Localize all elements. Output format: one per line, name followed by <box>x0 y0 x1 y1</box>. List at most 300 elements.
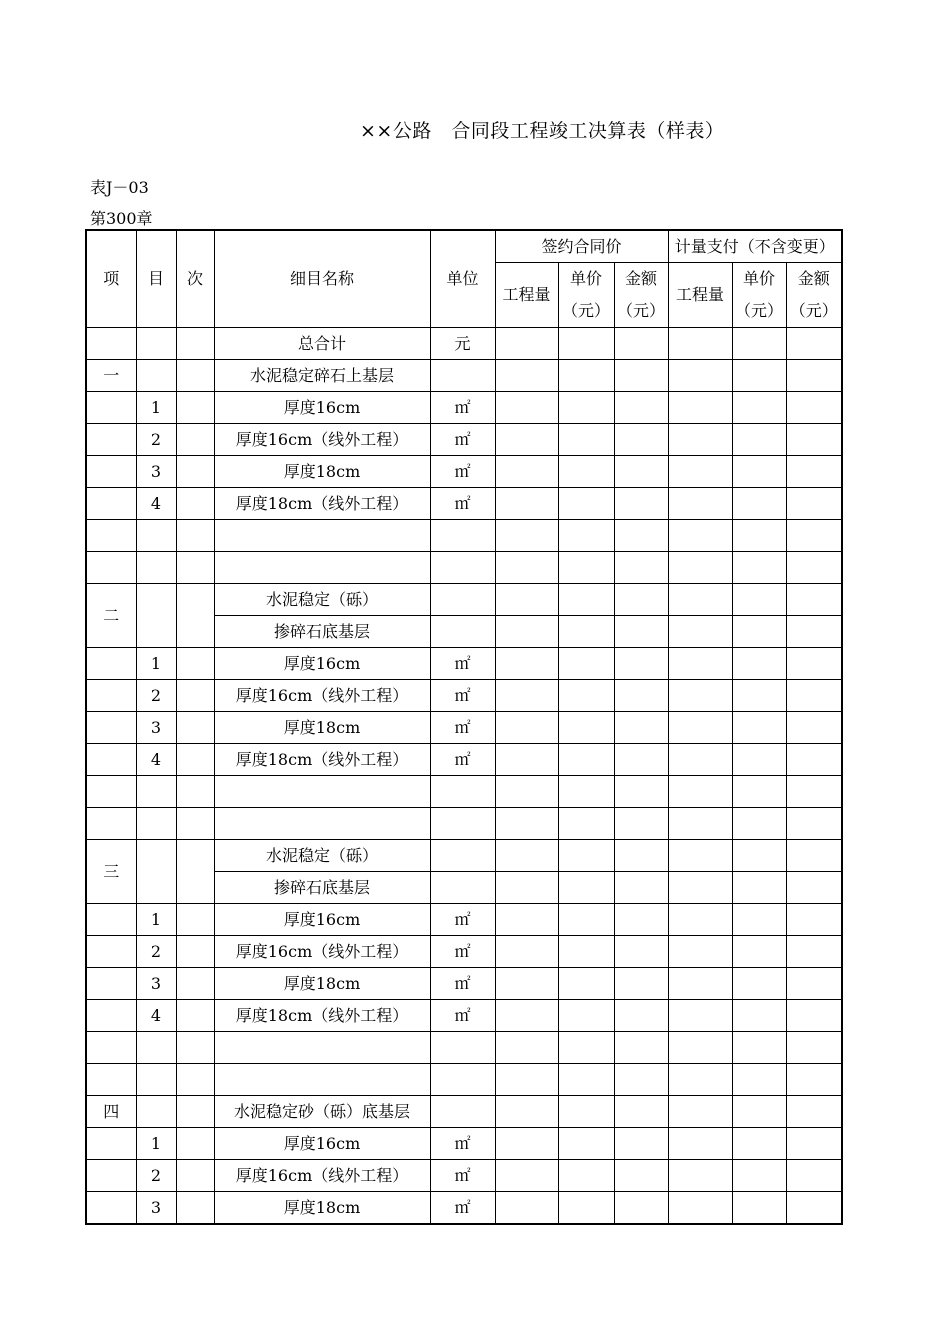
cell-unit: ㎡ <box>430 680 495 712</box>
cell-contract-quantity <box>495 584 558 648</box>
cell-name: 厚度16cm <box>214 392 430 424</box>
table-row <box>86 1064 842 1096</box>
cell-item <box>86 1128 136 1160</box>
cell-sub-item <box>136 1032 176 1064</box>
cell-payment-unit-price <box>732 1000 786 1032</box>
cell-contract-unit-price <box>558 552 614 584</box>
cell-sub-item <box>136 1064 176 1096</box>
cell-split <box>733 616 786 647</box>
cell-seq <box>176 776 214 808</box>
cell-unit: ㎡ <box>430 936 495 968</box>
cell-sub-item: 3 <box>136 712 176 744</box>
cell-unit: ㎡ <box>430 712 495 744</box>
cell-contract-unit-price <box>558 648 614 680</box>
cell-contract-unit-price <box>558 712 614 744</box>
cell-name: 厚度16cm <box>214 648 430 680</box>
cell-payment-unit-price <box>732 808 786 840</box>
cell-seq <box>176 1000 214 1032</box>
cell-payment-quantity <box>668 1160 732 1192</box>
header-sub-item: 目 <box>136 230 176 328</box>
cell-unit <box>430 1096 495 1128</box>
table-row <box>86 1192 842 1225</box>
cell-item <box>86 968 136 1000</box>
cell-contract-amount <box>614 840 668 904</box>
cell-contract-quantity <box>495 360 558 392</box>
cell-unit <box>430 520 495 552</box>
cell-unit: ㎡ <box>430 1192 495 1225</box>
cell-split <box>559 616 614 647</box>
cell-contract-quantity <box>495 936 558 968</box>
cell-contract-quantity <box>495 424 558 456</box>
cell-payment-unit-price <box>732 840 786 904</box>
cell-payment-amount <box>786 1064 842 1096</box>
cell-payment-quantity <box>668 712 732 744</box>
table-row <box>86 840 842 904</box>
cell-payment-quantity <box>668 1096 732 1128</box>
table-row <box>86 360 842 392</box>
cell-contract-amount <box>614 968 668 1000</box>
cell-contract-unit-price <box>558 584 614 648</box>
cell-split <box>669 584 732 616</box>
cell-contract-amount <box>614 328 668 360</box>
header-payment-unit-price <box>732 263 786 328</box>
cell-unit: ㎡ <box>430 424 495 456</box>
cell-name: 厚度16cm（线外工程） <box>214 680 430 712</box>
cell-unit <box>430 360 495 392</box>
cell-payment-amount <box>786 520 842 552</box>
cell-payment-amount <box>786 744 842 776</box>
cell-seq <box>176 520 214 552</box>
cell-unit: ㎡ <box>430 392 495 424</box>
table-row <box>86 520 842 552</box>
cell-split <box>496 872 558 903</box>
cell-contract-unit-price <box>558 904 614 936</box>
cell-item <box>86 936 136 968</box>
cell-item <box>86 904 136 936</box>
cell-contract-amount <box>614 488 668 520</box>
cell-contract-amount <box>614 392 668 424</box>
cell-seq <box>176 744 214 776</box>
cell-sub-item: 2 <box>136 680 176 712</box>
header-name: 细目名称 <box>214 230 430 328</box>
cell-payment-quantity <box>668 584 732 648</box>
cell-unit <box>430 840 495 904</box>
cell-seq <box>176 968 214 1000</box>
cell-payment-unit-price <box>732 424 786 456</box>
cell-sub-item <box>136 808 176 840</box>
cell-contract-unit-price <box>558 1000 614 1032</box>
cell-split <box>615 840 668 872</box>
cell-payment-quantity <box>668 1000 732 1032</box>
cell-payment-amount <box>786 1128 842 1160</box>
cell-payment-unit-price <box>732 968 786 1000</box>
cell-item <box>86 1000 136 1032</box>
cell-name: 厚度18cm（线外工程） <box>214 488 430 520</box>
cell-split <box>733 872 786 903</box>
cell-payment-unit-price <box>732 360 786 392</box>
header-contract-unit-price <box>558 263 614 328</box>
cell-payment-amount <box>786 1160 842 1192</box>
cell-seq <box>176 1192 214 1225</box>
cell-payment-unit-price <box>732 1096 786 1128</box>
table-row <box>86 1128 842 1160</box>
cell-contract-quantity <box>495 456 558 488</box>
table-row <box>86 1032 842 1064</box>
cell-name: 厚度16cm（线外工程） <box>214 424 430 456</box>
cell-unit <box>430 1064 495 1096</box>
cell-contract-quantity <box>495 712 558 744</box>
cell-contract-unit-price <box>558 1192 614 1225</box>
cell-contract-quantity <box>495 840 558 904</box>
cell-contract-amount <box>614 360 668 392</box>
cell-payment-quantity <box>668 424 732 456</box>
cell-sub-item <box>136 360 176 392</box>
table-row <box>86 1000 842 1032</box>
cell-name <box>214 1032 430 1064</box>
header-contract-quantity: 工程量 <box>495 263 558 328</box>
cell-item <box>86 648 136 680</box>
cell-sub-item <box>136 584 176 648</box>
cell-contract-quantity <box>495 808 558 840</box>
header-label: （元） <box>735 301 784 320</box>
cell-payment-quantity <box>668 1064 732 1096</box>
cell-split <box>496 840 558 872</box>
cell-payment-quantity <box>668 360 732 392</box>
cell-unit: ㎡ <box>430 456 495 488</box>
cell-contract-amount <box>614 1064 668 1096</box>
cell-contract-unit-price <box>558 424 614 456</box>
cell-seq <box>176 424 214 456</box>
cell-sub-item: 3 <box>136 456 176 488</box>
cell-payment-amount <box>786 648 842 680</box>
cell-unit: ㎡ <box>430 968 495 1000</box>
cell-contract-amount <box>614 680 668 712</box>
table-row <box>86 808 842 840</box>
cell-contract-unit-price <box>558 1032 614 1064</box>
cell-contract-quantity <box>495 904 558 936</box>
cell-payment-unit-price <box>732 712 786 744</box>
cell-contract-quantity <box>495 392 558 424</box>
cell-contract-amount <box>614 424 668 456</box>
cell-payment-unit-price <box>732 328 786 360</box>
cell-sub-item <box>136 520 176 552</box>
cell-payment-quantity <box>668 744 732 776</box>
cell-seq <box>176 1032 214 1064</box>
cell-name: 厚度16cm <box>214 1128 430 1160</box>
cell-item <box>86 680 136 712</box>
cell-sub-item: 2 <box>136 424 176 456</box>
cell-contract-quantity <box>495 968 558 1000</box>
table-row <box>86 904 842 936</box>
cell-contract-unit-price <box>558 488 614 520</box>
cell-payment-amount <box>786 328 842 360</box>
cell-seq <box>176 648 214 680</box>
cell-sub-item: 1 <box>136 648 176 680</box>
cell-item <box>86 392 136 424</box>
cell-unit: ㎡ <box>430 1128 495 1160</box>
cell-sub-item <box>136 328 176 360</box>
cell-payment-amount <box>786 840 842 904</box>
cell-contract-amount <box>614 1160 668 1192</box>
cell-contract-amount <box>614 520 668 552</box>
cell-split <box>496 616 558 647</box>
cell-split <box>496 584 558 616</box>
cell-sub-item: 3 <box>136 1192 176 1225</box>
cell-seq <box>176 680 214 712</box>
cell-contract-quantity <box>495 552 558 584</box>
cell-item: 三 <box>86 840 136 904</box>
header-label: 金额 <box>625 269 658 288</box>
table-row <box>86 648 842 680</box>
header-payment-amount <box>786 263 842 328</box>
cell-name: 厚度18cm <box>214 968 430 1000</box>
cell-contract-amount <box>614 1128 668 1160</box>
cell-seq <box>176 488 214 520</box>
cell-split <box>787 584 842 616</box>
cell-contract-unit-price <box>558 1064 614 1096</box>
cell-contract-unit-price <box>558 968 614 1000</box>
cell-payment-quantity <box>668 552 732 584</box>
cell-unit <box>430 808 495 840</box>
cell-contract-amount <box>614 1096 668 1128</box>
table-row <box>86 552 842 584</box>
cell-contract-quantity <box>495 520 558 552</box>
cell-item: 四 <box>86 1096 136 1128</box>
cell-name: 厚度16cm（线外工程） <box>214 1160 430 1192</box>
cell-contract-amount <box>614 744 668 776</box>
cell-payment-quantity <box>668 328 732 360</box>
cell-payment-unit-price <box>732 776 786 808</box>
cell-unit: ㎡ <box>430 488 495 520</box>
cell-sub-item <box>136 840 176 904</box>
cell-payment-quantity <box>668 392 732 424</box>
cell-seq <box>176 936 214 968</box>
table-row <box>86 936 842 968</box>
header-seq: 次 <box>176 230 214 328</box>
cell-split <box>669 872 732 903</box>
cell-item <box>86 712 136 744</box>
cell-payment-unit-price <box>732 936 786 968</box>
cell-name: 厚度18cm（线外工程） <box>214 744 430 776</box>
cell-contract-quantity <box>495 680 558 712</box>
cell-contract-unit-price <box>558 1128 614 1160</box>
cell-payment-quantity <box>668 936 732 968</box>
cell-payment-amount <box>786 1032 842 1064</box>
cell-payment-unit-price <box>732 1032 786 1064</box>
cell-seq <box>176 1064 214 1096</box>
cell-payment-amount <box>786 904 842 936</box>
table-row <box>86 424 842 456</box>
cell-payment-quantity <box>668 520 732 552</box>
cell-payment-quantity <box>668 1032 732 1064</box>
cell-split <box>559 872 614 903</box>
cell-payment-amount <box>786 776 842 808</box>
cell-contract-unit-price <box>558 1160 614 1192</box>
cell-payment-unit-price <box>732 1192 786 1225</box>
cell-contract-amount <box>614 1000 668 1032</box>
cell-seq <box>176 552 214 584</box>
cell-seq <box>176 392 214 424</box>
cell-contract-amount <box>614 552 668 584</box>
cell-contract-quantity <box>495 648 558 680</box>
cell-contract-amount <box>614 584 668 648</box>
cell-contract-amount <box>614 456 668 488</box>
cell-contract-unit-price <box>558 680 614 712</box>
cell-contract-unit-price <box>558 776 614 808</box>
cell-name: 厚度18cm <box>214 1192 430 1225</box>
table-row <box>86 328 842 360</box>
cell-item <box>86 776 136 808</box>
cell-item <box>86 328 136 360</box>
cell-split <box>615 584 668 616</box>
cell-contract-quantity <box>495 1032 558 1064</box>
cell-name-line: 水泥稳定（砾） <box>215 584 430 616</box>
cell-item <box>86 744 136 776</box>
table-code: 表J－03 <box>90 178 149 197</box>
cell-item <box>86 552 136 584</box>
cell-payment-amount <box>786 680 842 712</box>
cell-contract-quantity <box>495 1160 558 1192</box>
cell-contract-unit-price <box>558 808 614 840</box>
cell-name <box>214 520 430 552</box>
cell-payment-amount <box>786 1096 842 1128</box>
cell-payment-quantity <box>668 776 732 808</box>
cell-payment-quantity <box>668 1192 732 1225</box>
cell-contract-amount <box>614 808 668 840</box>
cell-split <box>431 840 495 872</box>
cell-contract-unit-price <box>558 520 614 552</box>
cell-payment-amount <box>786 392 842 424</box>
cell-item <box>86 1064 136 1096</box>
cell-payment-unit-price <box>732 488 786 520</box>
header-unit: 单位 <box>430 230 495 328</box>
cell-sub-item: 3 <box>136 968 176 1000</box>
cell-contract-unit-price <box>558 1096 614 1128</box>
cell-item <box>86 424 136 456</box>
cell-item <box>86 456 136 488</box>
cell-contract-quantity <box>495 1128 558 1160</box>
header-contract-amount <box>614 263 668 328</box>
cell-split <box>787 840 842 872</box>
cell-unit: ㎡ <box>430 1000 495 1032</box>
cell-payment-unit-price <box>732 680 786 712</box>
cell-payment-unit-price <box>732 552 786 584</box>
cell-contract-unit-price <box>558 456 614 488</box>
cell-name: 水泥稳定碎石上基层 <box>214 360 430 392</box>
cell-split <box>615 872 668 903</box>
cell-name: 水泥稳定砂（砾）底基层 <box>214 1096 430 1128</box>
cell-contract-amount <box>614 648 668 680</box>
cell-name-line: 水泥稳定（砾） <box>215 840 430 872</box>
cell-name: 总合计 <box>214 328 430 360</box>
cell-payment-quantity <box>668 680 732 712</box>
cell-item <box>86 520 136 552</box>
cell-payment-unit-price <box>732 1160 786 1192</box>
cell-item <box>86 1032 136 1064</box>
cell-contract-amount <box>614 776 668 808</box>
cell-split <box>559 584 614 616</box>
cell-contract-unit-price <box>558 744 614 776</box>
cell-seq <box>176 328 214 360</box>
cell-payment-unit-price <box>732 584 786 648</box>
cell-payment-amount <box>786 936 842 968</box>
header-item: 项 <box>86 230 136 328</box>
cell-name: 厚度18cm <box>214 712 430 744</box>
cell-split <box>669 840 732 872</box>
cell-payment-amount <box>786 424 842 456</box>
cell-sub-item <box>136 552 176 584</box>
cell-sub-item: 4 <box>136 488 176 520</box>
cell-contract-quantity <box>495 744 558 776</box>
cell-contract-unit-price <box>558 360 614 392</box>
table-row <box>86 776 842 808</box>
cell-payment-amount <box>786 968 842 1000</box>
cell-contract-amount <box>614 936 668 968</box>
cell-split <box>787 872 842 903</box>
header-payment-quantity: 工程量 <box>668 263 732 328</box>
cell-payment-unit-price <box>732 904 786 936</box>
cell-payment-unit-price <box>732 1064 786 1096</box>
cell-name <box>214 552 430 584</box>
cell-payment-unit-price <box>732 392 786 424</box>
cell-contract-amount <box>614 1032 668 1064</box>
cell-contract-quantity <box>495 1000 558 1032</box>
cell-unit <box>430 776 495 808</box>
cell-sub-item: 1 <box>136 904 176 936</box>
cell-seq <box>176 808 214 840</box>
cell-item <box>86 488 136 520</box>
cell-sub-item: 4 <box>136 744 176 776</box>
cell-name <box>214 808 430 840</box>
cell-contract-quantity <box>495 1192 558 1225</box>
header-label: 金额 <box>797 269 830 288</box>
cell-seq <box>176 456 214 488</box>
header-label: 单价 <box>569 269 602 288</box>
cell-name <box>214 1064 430 1096</box>
cell-contract-quantity <box>495 1096 558 1128</box>
cell-payment-amount <box>786 1000 842 1032</box>
cell-contract-amount <box>614 712 668 744</box>
cell-sub-item: 2 <box>136 936 176 968</box>
header-label: （元） <box>617 301 666 320</box>
cell-seq <box>176 1096 214 1128</box>
cell-payment-unit-price <box>732 744 786 776</box>
cell-sub-item <box>136 776 176 808</box>
cell-seq <box>176 360 214 392</box>
cell-contract-amount <box>614 1192 668 1225</box>
header-payment: 计量支付（不含变更） <box>668 230 842 263</box>
header-contract-price: 签约合同价 <box>495 230 668 263</box>
chapter-label: 第300章 <box>90 209 153 228</box>
cell-split <box>559 840 614 872</box>
page-title: ××公路 合同段工程竣工决算表（样表） <box>360 120 725 142</box>
cell-item: 一 <box>86 360 136 392</box>
cell-split <box>431 616 495 647</box>
cell-unit <box>430 584 495 648</box>
cell-payment-quantity <box>668 488 732 520</box>
cell-payment-quantity <box>668 648 732 680</box>
cell-payment-unit-price <box>732 1128 786 1160</box>
cell-sub-item: 1 <box>136 1128 176 1160</box>
cell-unit <box>430 552 495 584</box>
cell-payment-amount <box>786 360 842 392</box>
table-row <box>86 584 842 648</box>
table-row <box>86 392 842 424</box>
cell-contract-unit-price <box>558 840 614 904</box>
cell-seq <box>176 712 214 744</box>
cell-payment-quantity <box>668 840 732 904</box>
cell-contract-unit-price <box>558 328 614 360</box>
